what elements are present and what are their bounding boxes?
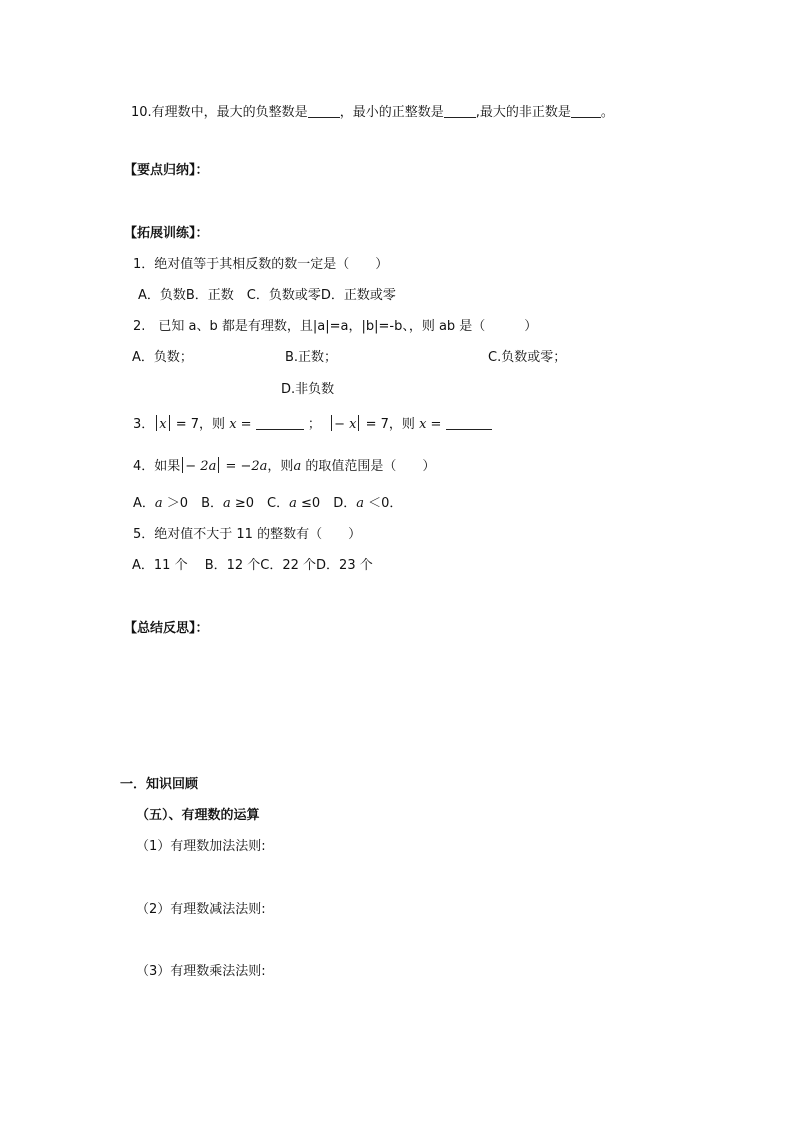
answer-blank — [446, 416, 492, 430]
math-expression: − x — [334, 417, 357, 432]
ext-question-5-options: A．11 个 B．12 个C．22 个D．23 个 — [132, 558, 373, 573]
reflection-heading: 【总结反思】： — [124, 621, 209, 636]
question-number: 3． — [133, 417, 155, 432]
question-text: 4．如果 — [133, 459, 181, 474]
abs-bar — [358, 415, 359, 431]
ext-question-2-option-a: A．负数； — [132, 350, 193, 365]
review-title: 一．知识回顾 — [120, 777, 199, 792]
math-variable: a — [293, 459, 302, 474]
math-variable: a — [289, 496, 297, 511]
math-variable: x — [159, 417, 167, 432]
abs-bar — [156, 415, 157, 431]
option-text: ＜0． — [363, 496, 403, 511]
ext-question-2-option-b: B.正数； — [285, 350, 338, 365]
answer-blank — [256, 416, 304, 430]
summary-heading: 【要点归纳】： — [124, 163, 209, 178]
math-expression: = −2a — [225, 459, 268, 474]
equation-text: = 7，则 — [175, 417, 226, 432]
question-10-part-1: 10.有理数中，最大的负整数是 — [131, 105, 308, 120]
math-variable: a — [356, 496, 364, 511]
question-10 — [131, 104, 614, 122]
ext-question-4-options — [133, 495, 402, 513]
question-text: 的取值范围是（ ） — [301, 459, 436, 474]
abs-bar — [331, 415, 332, 431]
option-text: A． — [133, 496, 155, 511]
math-expression: x = — [229, 417, 252, 432]
ext-question-3 — [133, 415, 492, 434]
question-10-part-4: 。 — [600, 105, 614, 120]
math-expression: x = — [419, 417, 442, 432]
math-expression: − 2a — [185, 459, 217, 474]
review-item-1: （1）有理数加法法则: — [136, 839, 266, 854]
abs-bar — [182, 457, 183, 473]
math-variable: a — [223, 496, 231, 511]
ext-question-2-option-d: D.非负数 — [281, 382, 335, 397]
question-10-part-2: ，最小的正整数是 — [339, 105, 444, 120]
option-text: ≤0 D． — [296, 496, 357, 511]
extension-heading: 【拓展训练】： — [124, 226, 209, 241]
option-text: ＞0 B． — [162, 496, 223, 511]
option-text: ≥0 C． — [230, 496, 290, 511]
ext-question-2: 2. 已知 a、b 都是有理数，且|a|=a，|b|=-b、，则 ab 是（ ） — [133, 319, 538, 334]
review-subtitle: （五）、有理数的运算 — [136, 808, 260, 823]
review-item-2: （2）有理数减法法则: — [136, 902, 266, 917]
answer-blank — [571, 104, 601, 118]
ext-question-1-options: A．负数B．正数 C．负数或零D．正数或零 — [138, 288, 396, 303]
question-text: ，则 — [267, 459, 294, 474]
ext-question-2-option-c: C.负数或零； — [488, 350, 567, 365]
review-item-3: （3）有理数乘法法则: — [136, 964, 266, 979]
ext-question-5: 5．绝对值不大于 11 的整数有（ ） — [133, 527, 362, 542]
abs-bar — [169, 415, 170, 431]
abs-bar — [218, 457, 219, 473]
equation-text: = 7，则 — [365, 417, 415, 432]
separator-text: ； — [307, 417, 321, 432]
ext-question-4 — [133, 457, 435, 476]
answer-blank — [444, 104, 476, 118]
question-10-part-3: ,最大的非正数是 — [475, 105, 571, 120]
math-variable: a — [154, 496, 163, 511]
answer-blank — [308, 104, 340, 118]
ext-question-1: 1．绝对值等于其相反数的数一定是（ ） — [133, 257, 389, 272]
